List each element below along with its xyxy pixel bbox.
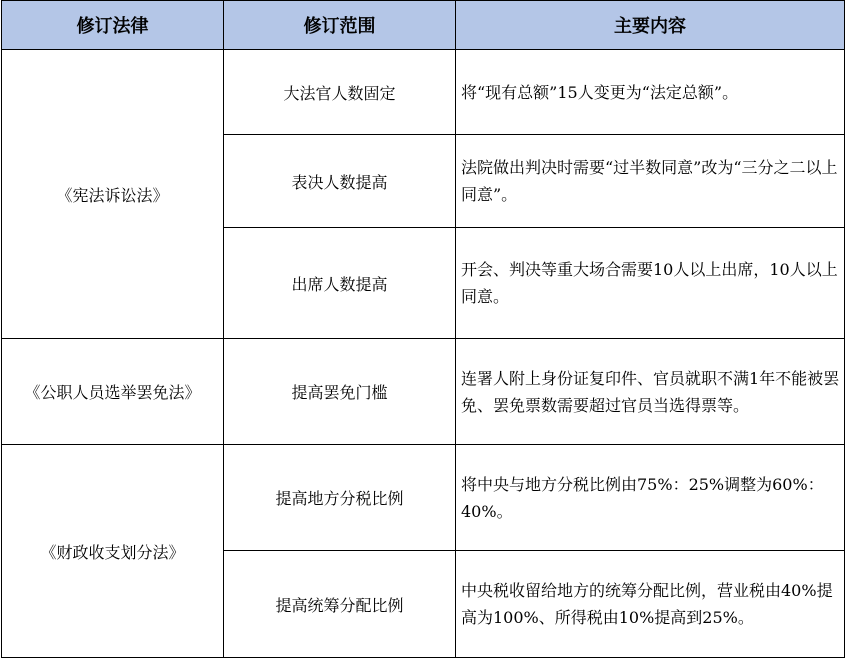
- law-cell: 《宪法诉讼法》: [2, 50, 224, 339]
- header-row: [2, 1, 845, 50]
- header-scope: 修订范围: [224, 1, 456, 50]
- scope-cell: 大法官人数固定: [224, 50, 456, 135]
- law-amendment-table: [1, 0, 845, 658]
- table-row: [2, 50, 845, 135]
- scope-cell: 提高罢免门槛: [224, 339, 456, 445]
- table-row: [2, 445, 845, 551]
- content-cell: 连署人附上身份证复印件、官员就职不满1年不能被罢免、罢免票数需要超过官员当选得票等。: [456, 339, 845, 445]
- law-cell: 《财政收支划分法》: [2, 445, 224, 658]
- content-cell: 将中央与地方分税比例由75%：25%调整为60%：40%。: [456, 445, 845, 551]
- scope-cell: 提高统筹分配比例: [224, 551, 456, 658]
- header-law: 修订法律: [2, 1, 224, 50]
- table-row: [2, 339, 845, 445]
- scope-cell: 表决人数提高: [224, 135, 456, 228]
- scope-cell: 提高地方分税比例: [224, 445, 456, 551]
- content-cell: 中央税收留给地方的统筹分配比例，营业税由40%提高为100%、所得税由10%提高到25%。: [456, 551, 845, 658]
- content-cell: 将“现有总额”15人变更为“法定总额”。: [456, 50, 845, 135]
- content-cell: 法院做出判决时需要“过半数同意”改为“三分之二以上同意”。: [456, 135, 845, 228]
- header-content: 主要内容: [456, 1, 845, 50]
- scope-cell: 出席人数提高: [224, 228, 456, 339]
- content-cell: 开会、判决等重大场合需要10人以上出席，10人以上同意。: [456, 228, 845, 339]
- law-cell: 《公职人员选举罢免法》: [2, 339, 224, 445]
